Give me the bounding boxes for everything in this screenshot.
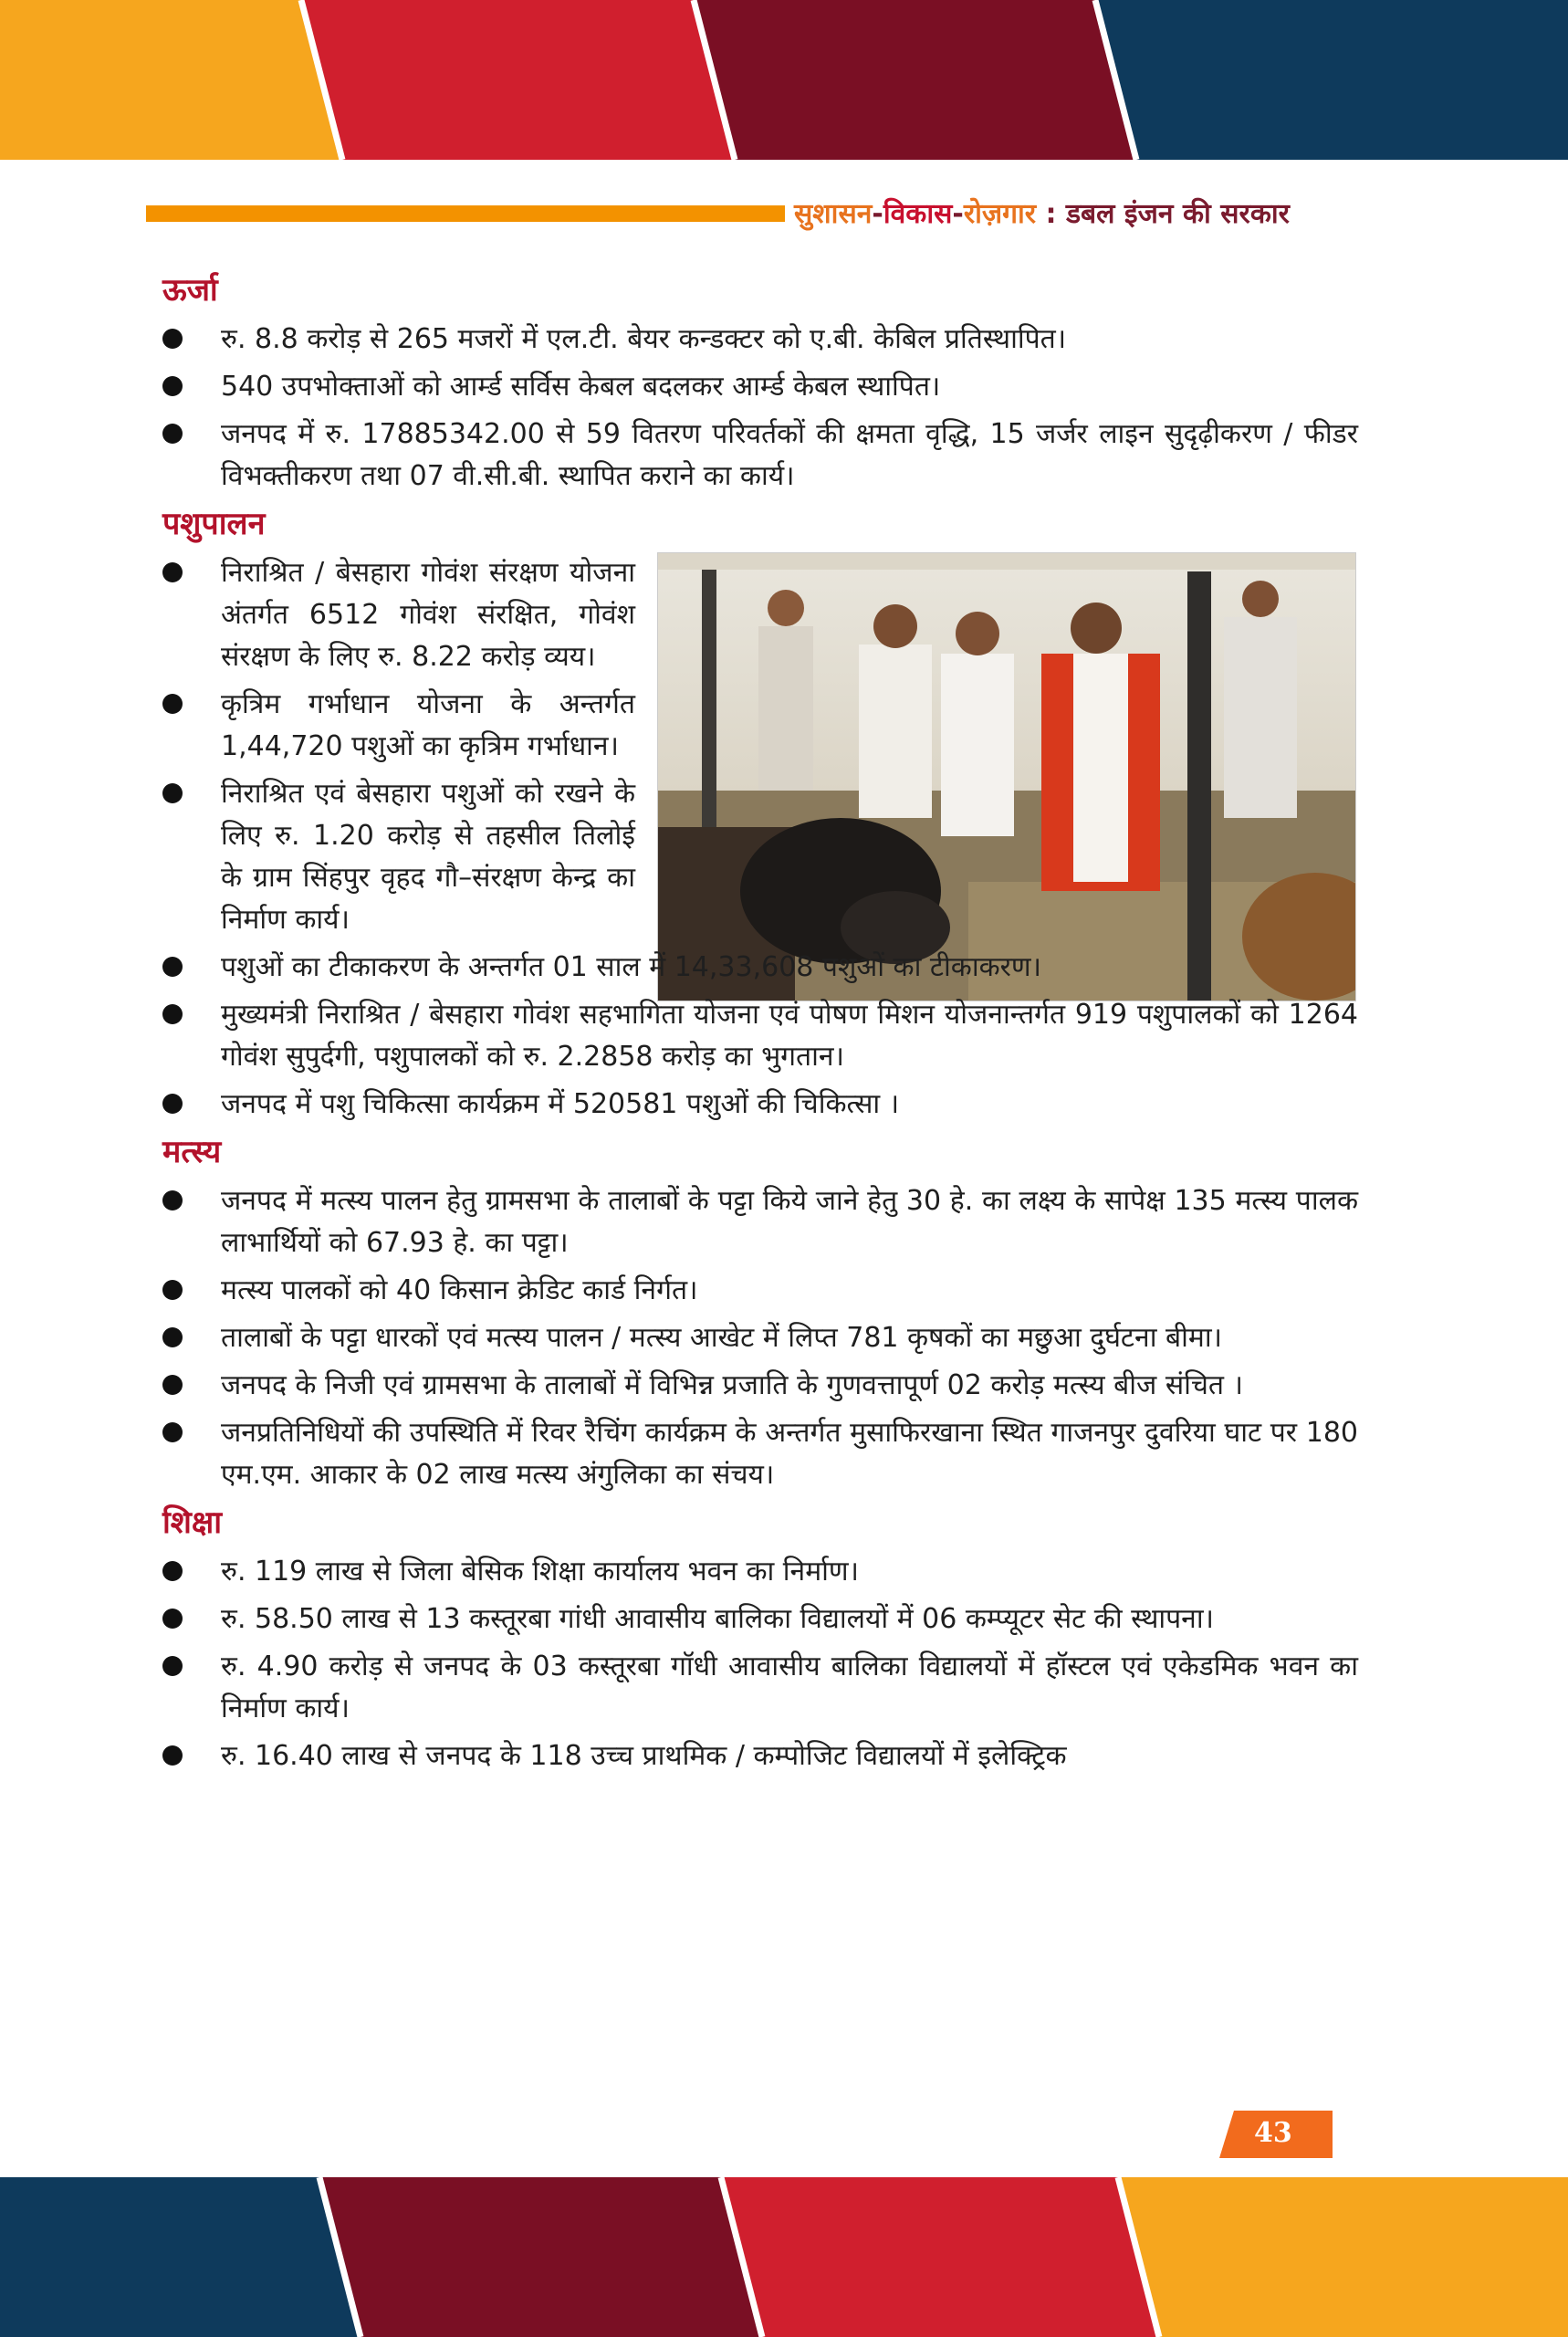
photo-illustration bbox=[658, 553, 1355, 1001]
fisheries-list bbox=[162, 1180, 1358, 1496]
list-item bbox=[162, 1084, 1358, 1126]
list-item bbox=[162, 773, 635, 941]
bullet-icon bbox=[162, 1327, 183, 1347]
bullet-icon bbox=[162, 424, 183, 444]
bullet-icon bbox=[162, 957, 183, 977]
bullet-icon bbox=[162, 694, 183, 714]
list-item bbox=[162, 1412, 1358, 1496]
energy-list bbox=[162, 319, 1358, 498]
list-item-text: रु. 8.8 करोड़ से 265 मजरों में एल.टी. बेयर कन्डक्टर को ए.बी. केबिल प्रतिस्थापित। bbox=[221, 323, 1067, 355]
tagline-part-2: विकास bbox=[883, 198, 953, 230]
bullet-icon bbox=[162, 1004, 183, 1024]
header-rule bbox=[146, 205, 785, 222]
bullet-icon bbox=[162, 1422, 183, 1442]
education-list bbox=[162, 1551, 1358, 1777]
list-item-text: जनप्रतिनिधियों की उपस्थिति में रिवर रैचिंग कार्यक्रम के अन्तर्गत मुसाफिरखाना स्थित गाजनपुर दुवरिया घाट पर 180 एम.एम. आकार के 02 लाख मत्स्य अंगुलिका का संचय। bbox=[221, 1417, 1358, 1491]
cattle-feeding-photo bbox=[657, 552, 1356, 1001]
section-heading-energy: ऊर्जा bbox=[162, 272, 218, 309]
section-fisheries bbox=[162, 1131, 1358, 1496]
bullet-icon bbox=[162, 1280, 183, 1300]
bottom-color-band bbox=[0, 2177, 1568, 2337]
list-item-text: जनपद में मत्स्य पालन हेतु ग्रामसभा के तालाबों के पट्टा किये जाने हेतु 30 हे. का लक्ष्य के सापेक्ष 135 मत्स्य पालक लाभार्थियों को 67.93 हे. का पट्टा। bbox=[221, 1185, 1358, 1259]
bullet-icon bbox=[162, 1561, 183, 1581]
list-item bbox=[162, 366, 1358, 408]
bullet-icon bbox=[162, 783, 183, 803]
bullet-icon bbox=[162, 1190, 183, 1210]
list-item-text: कृत्रिम गर्भाधान योजना के अन्तर्गत 1,44,720 पशुओं का कृत्रिम गर्भाधान। bbox=[221, 688, 635, 762]
section-animal-husbandry bbox=[162, 503, 1358, 1126]
list-item bbox=[162, 1180, 1358, 1264]
bullet-icon bbox=[162, 1375, 183, 1395]
tagline-part-1: सुशासन bbox=[794, 198, 873, 230]
section-heading-education: शिक्षा bbox=[162, 1504, 223, 1541]
list-item bbox=[162, 1598, 1358, 1640]
list-item-text: पशुओं का टीकाकरण के अन्तर्गत 01 साल में 14,33,608 पशुओं का टीकाकरण। bbox=[221, 951, 1041, 983]
list-item-text: रु. 4.90 करोड़ से जनपद के 03 कस्तूरबा गॉधी आवासीय बालिका विद्यालयों में हॉस्टल एवं एकेडमिक भवन का निर्माण कार्य। bbox=[221, 1651, 1358, 1724]
list-item bbox=[162, 947, 1358, 989]
list-item bbox=[162, 1317, 1358, 1359]
bullet-icon bbox=[162, 1656, 183, 1676]
tagline-part-3: रोज़गार bbox=[963, 198, 1037, 230]
animal-husbandry-list bbox=[162, 947, 1358, 1126]
list-item bbox=[162, 414, 1358, 498]
list-item bbox=[162, 1365, 1358, 1407]
bullet-icon bbox=[162, 376, 183, 396]
bullet-icon bbox=[162, 562, 183, 582]
tagline-part-4: : डबल इंजन की सरकार bbox=[1036, 198, 1290, 230]
bullet-icon bbox=[162, 1609, 183, 1629]
list-item-text: तालाबों के पट्टा धारकों एवं मत्स्य पालन / मत्स्य आखेट में लिप्त 781 कृषकों का मछुआ दुर्घटना बीमा। bbox=[221, 1322, 1222, 1354]
section-heading-animal-husbandry: पशुपालन bbox=[162, 506, 266, 542]
bullet-icon bbox=[162, 1094, 183, 1114]
list-item-text: मुख्यमंत्री निराश्रित / बेसहारा गोवंश सहभागिता योजना एवं पोषण मिशन योजनान्तर्गत 919 पशुपालकों को 1264 गोवंश सुपुर्दगी, पशुपालकों को रु. 2.2858 करोड़ का भुगतान। bbox=[221, 999, 1358, 1073]
list-item-text: जनपद के निजी एवं ग्रामसभा के तालाबों में विभिन्न प्रजाति के गुणवत्तापूर्ण 02 करोड़ मत्स्य बीज संचित । bbox=[221, 1369, 1243, 1401]
section-energy bbox=[162, 269, 1358, 498]
list-item-text: रु. 16.40 लाख से जनपद के 118 उच्च प्राथमिक / कम्पोजिट विद्यालयों में इलेक्ट्रिक bbox=[221, 1740, 1067, 1772]
top-band-graphic bbox=[0, 0, 1568, 160]
bullet-icon bbox=[162, 329, 183, 349]
list-item-text: जनपद में पशु चिकित्सा कार्यक्रम में 520581 पशुओं की चिकित्सा । bbox=[221, 1088, 900, 1120]
list-item-text: मत्स्य पालकों को 40 किसान क्रेडिट कार्ड निर्गत। bbox=[221, 1274, 698, 1306]
list-item bbox=[162, 994, 1358, 1078]
page-number-badge bbox=[1219, 2111, 1333, 2158]
bullet-icon bbox=[162, 1745, 183, 1766]
bottom-band-graphic bbox=[0, 2177, 1568, 2337]
list-item bbox=[162, 1551, 1358, 1593]
tagline-sep-1: - bbox=[872, 198, 883, 230]
section-heading-fisheries: मत्स्य bbox=[162, 1134, 222, 1170]
list-item bbox=[162, 1735, 1358, 1777]
list-item bbox=[162, 1270, 1358, 1312]
list-item-text: जनपद में रु. 17885342.00 से 59 वितरण परिवर्तकों की क्षमता वृद्धि, 15 जर्जर लाइन सुदृढ़ीकरण / फीडर विभक्तीकरण तथा 07 वी.सी.बी. स्थापित कराने का कार्य। bbox=[221, 418, 1358, 492]
list-item-text: रु. 58.50 लाख से 13 कस्तूरबा गांधी आवासीय बालिका विद्यालयों में 06 कम्प्यूटर सेट की स्थापना। bbox=[221, 1603, 1214, 1635]
main-content bbox=[162, 269, 1358, 1783]
list-item bbox=[162, 684, 635, 768]
list-item bbox=[162, 552, 635, 678]
animal-husbandry-photo-block bbox=[162, 552, 1358, 941]
list-item-text: रु. 119 लाख से जिला बेसिक शिक्षा कार्यालय भवन का निर्माण। bbox=[221, 1556, 859, 1588]
list-item-text: निराश्रित एवं बेसहारा पशुओं को रखने के लिए रु. 1.20 करोड़ से तहसील तिलोई के ग्राम सिंहपुर वृहद गौ–संरक्षण केन्द्र का निर्माण कार्य। bbox=[221, 778, 635, 936]
list-item bbox=[162, 319, 1358, 361]
header-tagline bbox=[794, 194, 1290, 231]
list-item bbox=[162, 1646, 1358, 1730]
list-item-text: 540 उपभोक्ताओं को आर्म्ड सर्विस केबल बदलकर आर्म्ड केबल स्थापित। bbox=[221, 371, 941, 403]
tagline-sep-2: - bbox=[952, 198, 964, 230]
top-color-band bbox=[0, 0, 1568, 160]
section-education bbox=[162, 1502, 1358, 1777]
list-item-text: निराश्रित / बेसहारा गोवंश संरक्षण योजना अंतर्गत 6512 गोवंश संरक्षित, गोवंश संरक्षण के लिए रु. 8.22 करोड़ व्यय। bbox=[221, 557, 635, 673]
page-number: 43 bbox=[1254, 2117, 1292, 2149]
